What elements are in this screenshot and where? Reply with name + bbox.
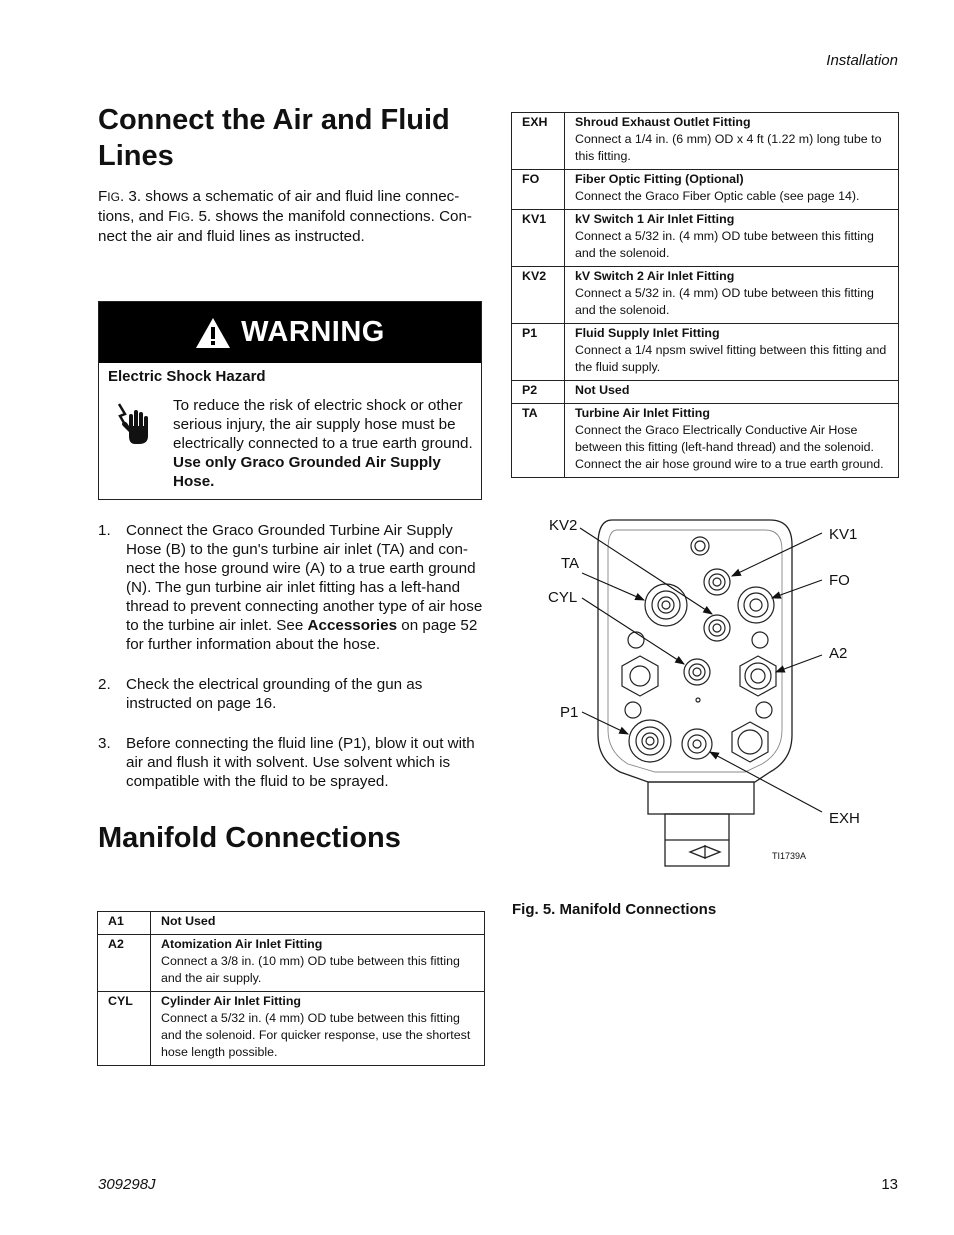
section-title-connect-lines: Connect the Air and Fluid Lines [98, 104, 450, 172]
fitting-desc: Connect a 3/8 in. (10 mm) OD tube between this fitting and the air supply. [161, 954, 460, 985]
warning-triangle-icon [195, 317, 231, 349]
hazard-text-plain: To reduce the risk of electric shock or other serious injury, the air supply hose must be electrically connected to a true earth ground. [173, 397, 473, 452]
step-3-number: 3. [98, 735, 111, 752]
step-3 [98, 734, 488, 791]
fitting-title: Cylinder Air Inlet Fitting [161, 994, 301, 1008]
footer-doc-number: 309298J [98, 1176, 156, 1193]
hazard-text [173, 396, 478, 491]
code-cell: FO [512, 170, 565, 210]
intro-fig3-smallcaps: IG [107, 190, 120, 204]
desc-cell [565, 170, 899, 210]
lower-block [648, 782, 754, 814]
warning-header [99, 302, 481, 363]
warning-box [98, 301, 482, 500]
desc-cell [151, 992, 485, 1066]
fitting-title: Atomization Air Inlet Fitting [161, 937, 323, 951]
table-row [512, 404, 899, 478]
table-row [512, 324, 899, 381]
step-1-text: Connect the Graco Grounded Turbine Air Supply Hose (B) to the gun's turbine air inlet (TA) and con-nect the hose ground wire (A) to a true earth ground (N). The gun turbine air inlet fitting has a left-hand thread to prevent connecting another type of air hose to the turbine air inlet. See [126, 522, 483, 634]
section-title-manifold: Manifold Connections [98, 822, 401, 854]
code-cell: P2 [512, 381, 565, 404]
header-section-title: Installation [826, 52, 898, 69]
desc-cell [151, 935, 485, 992]
fitting-title: kV Switch 1 Air Inlet Fitting [575, 212, 735, 226]
fitting-desc: Connect a 5/32 in. (4 mm) OD tube between this fitting and the solenoid. [575, 229, 874, 260]
step-1-text-after: on page 52 for further information about the hose. [126, 617, 478, 653]
fitting-title: kV Switch 2 Air Inlet Fitting [575, 269, 735, 283]
warning-heading: WARNING [241, 316, 385, 348]
fitting-title: Not Used [161, 914, 216, 928]
table-row [98, 935, 485, 992]
fitting-desc: Connect a 5/32 in. (4 mm) OD tube between this fitting and the solenoid. [575, 286, 874, 317]
label-cyl: CYL [548, 589, 578, 606]
intro-fig5-smallcaps: IG [177, 210, 191, 224]
instruction-steps [98, 521, 488, 812]
figure-ref-id: TI1739A [772, 851, 807, 861]
code-cell: CYL [98, 992, 151, 1066]
intro-part2: . 5. shows the manifold connections. Con-nect the air and fluid lines as instructed. [98, 208, 472, 245]
label-kv2: KV2 [549, 517, 578, 534]
fitting-title: Fluid Supply Inlet Fitting [575, 326, 720, 340]
fitting-title: Not Used [575, 383, 630, 397]
code-cell: KV2 [512, 267, 565, 324]
electric-shock-hand-icon [117, 400, 153, 448]
step-3-text: Before connecting the fluid line (P1), blow it out with air and flush it with solvent. Use solvent which is compatible with the fluid to be sprayed. [126, 735, 475, 790]
label-a2: A2 [829, 645, 848, 662]
fitting-desc: Connect the Graco Fiber Optic cable (see page 14). [575, 189, 860, 203]
desc-cell [565, 381, 899, 404]
table-row [512, 381, 899, 404]
hazard-title: Electric Shock Hazard [108, 368, 266, 385]
code-cell: EXH [512, 113, 565, 170]
intro-paragraph: FIG. 3. shows a schematic of air and fluid line connec-tions, and FIG. 5. shows the manifold connections. Con-nect the air and fluid lines as instructed. [98, 188, 472, 245]
fitting-desc: Connect the Graco Electrically Conductive Air Hose between this fitting (left-hand thread) and the solenoid. Connect the air hose ground wire to a true earth ground. [575, 423, 884, 471]
code-cell: KV1 [512, 210, 565, 267]
table-row [512, 210, 899, 267]
code-cell: A1 [98, 912, 151, 935]
table-row [98, 912, 485, 935]
desc-cell [151, 912, 485, 935]
label-exh: EXH [829, 810, 860, 827]
figure-caption: Fig. 5. Manifold Connections [512, 901, 717, 918]
step-2-text: Check the electrical grounding of the gun as instructed on page 16. [126, 676, 423, 712]
label-fo: FO [829, 572, 850, 589]
desc-cell [565, 113, 899, 170]
table-row [512, 267, 899, 324]
fitting-title: Shroud Exhaust Outlet Fitting [575, 115, 751, 129]
desc-cell [565, 267, 899, 324]
step-1 [98, 521, 488, 654]
table-row [512, 170, 899, 210]
hazard-text-bold: Use only Graco Grounded Air Supply Hose. [173, 454, 441, 490]
step-2 [98, 675, 488, 713]
code-cell: P1 [512, 324, 565, 381]
code-cell: TA [512, 404, 565, 478]
label-p1: P1 [560, 704, 579, 721]
intro-part1: . 3. shows a schematic of air and fluid line connec-tions, and F [98, 188, 460, 225]
step-2-number: 2. [98, 676, 111, 693]
manifold-diagram [540, 510, 880, 880]
footer-page-number: 13 [881, 1176, 898, 1193]
desc-cell [565, 404, 899, 478]
table-row [512, 113, 899, 170]
manifold-table-right [511, 112, 899, 478]
fitting-desc: Connect a 5/32 in. (4 mm) OD tube between this fitting and the solenoid. For quicker response, use the shortest hose length possible. [161, 1011, 471, 1059]
code-cell: A2 [98, 935, 151, 992]
label-kv1: KV1 [829, 526, 858, 543]
fitting-title: Fiber Optic Fitting (Optional) [575, 172, 744, 186]
fitting-desc: Connect a 1/4 npsm swivel fitting between this fitting and the fluid supply. [575, 343, 887, 374]
manifold-table-left [97, 911, 485, 1066]
step-1-accessories-ref: Accessories [307, 617, 398, 634]
step-1-number: 1. [98, 522, 111, 539]
label-ta: TA [561, 555, 580, 572]
desc-cell [565, 210, 899, 267]
table-row [98, 992, 485, 1066]
fitting-title: Turbine Air Inlet Fitting [575, 406, 710, 420]
desc-cell [565, 324, 899, 381]
fitting-desc: Connect a 1/4 in. (6 mm) OD x 4 ft (1.22 m) long tube to this fitting. [575, 132, 882, 163]
